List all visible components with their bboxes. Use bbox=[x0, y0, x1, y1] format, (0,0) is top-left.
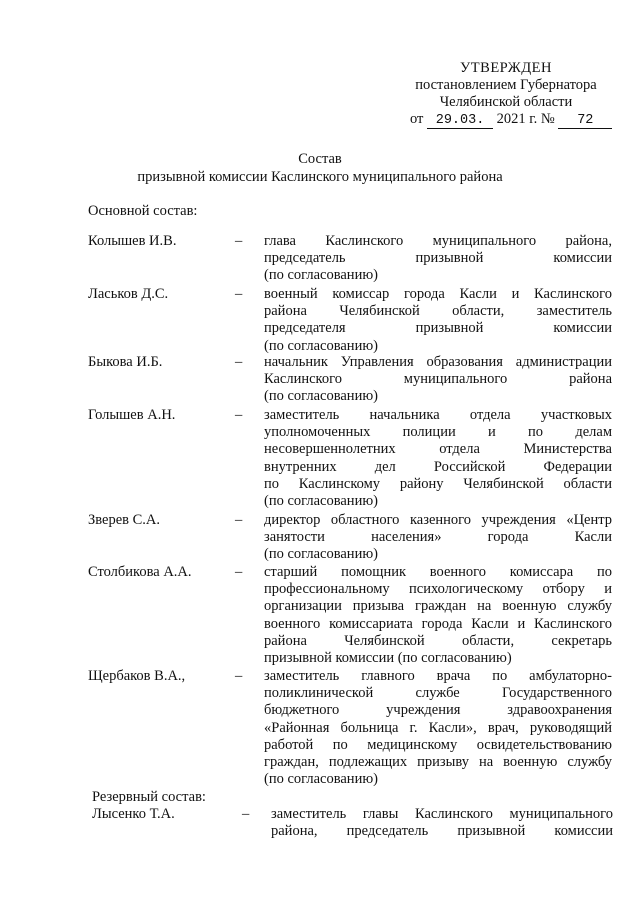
member-entry bbox=[0, 286, 640, 354]
member-dash: – bbox=[235, 286, 243, 302]
member-role bbox=[264, 668, 612, 788]
approval-block bbox=[396, 60, 616, 129]
role-line: (по согласованию) bbox=[264, 771, 378, 788]
role-line: (по согласованию) bbox=[264, 546, 378, 563]
role-line: Каслинского муниципального района bbox=[264, 371, 612, 388]
member-name: Лысенко Т.А. bbox=[92, 806, 175, 822]
role-line: глава Каслинского муниципального района, bbox=[264, 233, 612, 249]
member-role bbox=[264, 286, 612, 355]
member-name: Щербаков В.А., bbox=[88, 668, 186, 684]
reserve-section-heading: Резервный состав: bbox=[92, 789, 206, 805]
member-name: Зверев С.А. bbox=[88, 512, 161, 528]
role-line: заместитель начальника отдела участковых bbox=[264, 407, 612, 423]
member-dash: – bbox=[235, 512, 243, 528]
role-line: призывной комиссии (по согласованию) bbox=[264, 649, 512, 666]
role-line: внутренних дел Российской Федерации bbox=[264, 458, 612, 475]
main-section-heading: Основной состав: bbox=[88, 203, 198, 219]
member-name: Столбикова А.А. bbox=[88, 564, 192, 580]
role-line: бюджетного учреждения здравоохранения bbox=[264, 702, 612, 719]
role-line: заместитель главы Каслинского муниципального bbox=[271, 806, 613, 822]
role-line: (по согласованию) bbox=[264, 492, 378, 509]
role-line: председатель призывной комиссии bbox=[264, 250, 612, 267]
approval-line-1: постановлением Губернатора bbox=[415, 77, 597, 93]
role-line: несовершеннолетних отдела Министерства bbox=[264, 441, 612, 458]
role-line: занятости населения» города Касли bbox=[264, 529, 612, 546]
role-line: (по согласованию) bbox=[264, 267, 378, 284]
role-line: уполномоченных полиции и по делам bbox=[264, 424, 612, 441]
role-line: военный комиссар города Касли и Каслинского bbox=[264, 286, 612, 302]
member-name: Быкова И.Б. bbox=[88, 354, 163, 370]
role-line: работой по медицинскому освидетельствованию bbox=[264, 736, 612, 753]
role-line: (по согласованию) bbox=[264, 337, 378, 354]
role-line: района Челябинской области, заместитель bbox=[264, 303, 612, 320]
member-role bbox=[264, 407, 612, 510]
role-line: заместитель главного врача по амбулаторно- bbox=[264, 668, 612, 684]
approval-line-2: Челябинской области bbox=[439, 94, 573, 110]
member-role bbox=[264, 564, 612, 667]
role-line: поликлинической службе Государственного bbox=[264, 685, 612, 702]
approval-date: 29.03. bbox=[427, 113, 493, 129]
member-entry bbox=[0, 354, 640, 405]
reserve-member-entry bbox=[0, 806, 640, 840]
role-line: граждан, подлежащих призыву на военную службу bbox=[264, 753, 612, 770]
member-name: Ласьков Д.С. bbox=[88, 286, 169, 302]
approval-heading: УТВЕРЖДЕН bbox=[460, 60, 552, 76]
role-line: района, председатель призывной комиссии bbox=[271, 823, 613, 840]
member-entry bbox=[0, 233, 640, 284]
role-line: организации призыва граждан на военную службу bbox=[264, 598, 612, 615]
member-role bbox=[264, 233, 612, 285]
role-line: (по согласованию) bbox=[264, 388, 378, 405]
role-line: профессиональному психологическому отбору и bbox=[264, 581, 612, 598]
title-line-2: призывной комиссии Каслинского муниципального района bbox=[137, 169, 503, 185]
role-line: начальник Управления образования администрации bbox=[264, 354, 612, 370]
role-line: по Каслинскому району Челябинской области bbox=[264, 475, 612, 492]
member-role bbox=[264, 512, 612, 564]
member-dash: – bbox=[235, 407, 243, 423]
member-name: Голышев А.Н. bbox=[88, 407, 176, 423]
member-dash: – bbox=[235, 233, 243, 249]
role-line: военного комиссариата города Касли и Каслинского bbox=[264, 615, 612, 632]
member-dash: – bbox=[235, 668, 243, 684]
member-entry bbox=[0, 668, 640, 788]
member-dash: – bbox=[235, 354, 243, 370]
role-line: старший помощник военного комиссара по bbox=[264, 564, 612, 580]
member-entry bbox=[0, 407, 640, 509]
member-role bbox=[264, 354, 612, 406]
member-dash: – bbox=[242, 806, 250, 822]
role-line: района Челябинской области, секретарь bbox=[264, 632, 612, 649]
role-line: «Районная больница г. Касли», врач, руководящий bbox=[264, 719, 612, 736]
member-entry bbox=[0, 512, 640, 563]
member-dash: – bbox=[235, 564, 243, 580]
title-line-1: Состав bbox=[298, 151, 342, 167]
approval-number: 72 bbox=[558, 113, 612, 129]
date-prefix: от bbox=[410, 111, 424, 127]
member-role bbox=[271, 806, 613, 840]
member-entry bbox=[0, 564, 640, 666]
role-line: председателя призывной комиссии bbox=[264, 320, 612, 337]
role-line: директор областного казенного учреждения «Центр bbox=[264, 512, 612, 528]
approval-year: 2021 г. № bbox=[496, 111, 555, 127]
member-name: Колышев И.В. bbox=[88, 233, 177, 249]
approval-date-line bbox=[396, 111, 616, 129]
